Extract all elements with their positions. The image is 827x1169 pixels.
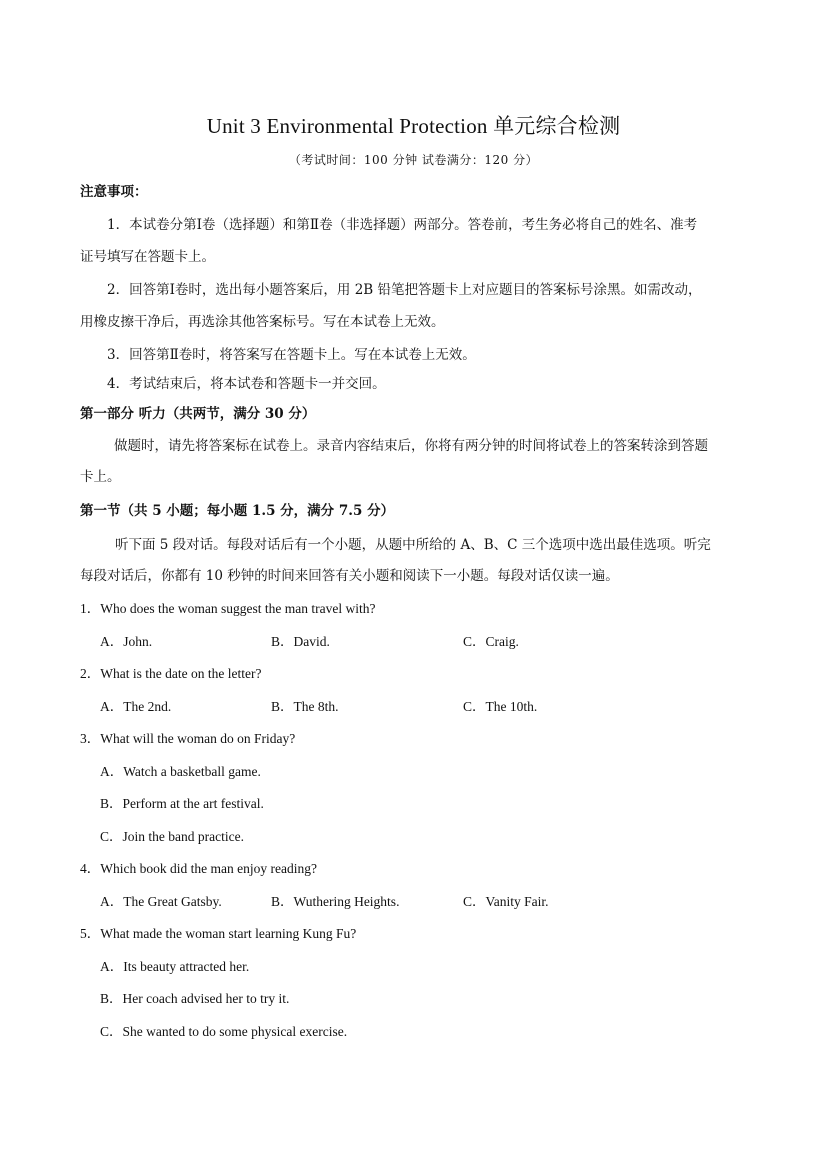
question-1-option-a: A．John. [100, 634, 153, 649]
section1-instruction-line-2: 每段对话后，你都有 10 秒钟的时间来回答有关小题和阅读下一小题。每段对话仅读一遍。 [80, 568, 619, 584]
note-2-line-1: 2．回答第Ⅰ卷时，选出每小题答案后，用 2B 铅笔把答题卡上对应题目的答案标号涂黑。如需改动， [107, 282, 702, 298]
part1-instruction-line-2: 卡上。 [80, 469, 121, 485]
question-4-option-c: C．Vanity Fair. [463, 894, 549, 909]
question-1-option-b: B．David. [271, 634, 330, 649]
question-4-option-a: A．The Great Gatsby. [100, 894, 222, 909]
question-1-stem: 1．Who does the woman suggest the man travel with? [80, 601, 376, 616]
notes-heading: 注意事项： [80, 184, 148, 200]
question-5-option-b: B．Her coach advised her to try it. [100, 991, 290, 1006]
question-5-stem: 5．What made the woman start learning Kung Fu? [80, 926, 357, 941]
section1-instruction-line-1: 听下面 5 段对话。每段对话后有一个小题，从题中所给的 A、B、C 三个选项中选出最佳选项。听完 [115, 537, 711, 553]
note-2-line-2: 用橡皮擦干净后，再选涂其他答案标号。写在本试卷上无效。 [80, 314, 445, 330]
question-5-option-c: C．She wanted to do some physical exercise. [100, 1024, 348, 1039]
part1-instruction-line-1: 做题时，请先将答案标在试卷上。录音内容结束后，你将有两分钟的时间将试卷上的答案转涂到答题 [114, 438, 708, 454]
question-3-option-c: C．Join the band practice. [100, 829, 244, 844]
note-1-line-2: 证号填写在答题卡上。 [80, 249, 215, 265]
question-2-option-c: C．The 10th. [463, 699, 538, 714]
question-4-option-b: B．Wuthering Heights. [271, 894, 400, 909]
question-2-stem: 2．What is the date on the letter? [80, 666, 262, 681]
question-1-option-c: C．Craig. [463, 634, 519, 649]
question-2-option-b: B．The 8th. [271, 699, 339, 714]
question-5-option-a: A．Its beauty attracted her. [100, 959, 250, 974]
question-3-option-a: A．Watch a basketball game. [100, 764, 261, 779]
note-4: 4．考试结束后，将本试卷和答题卡一并交回。 [107, 376, 386, 392]
note-3: 3．回答第Ⅱ卷时，将答案写在答题卡上。写在本试卷上无效。 [107, 347, 476, 363]
question-2-option-a: A．The 2nd. [100, 699, 172, 714]
section1-heading: 第一节（共 5 小题；每小题 1.5 分，满分 7.5 分） [80, 503, 395, 519]
exam-info: （考试时间：100 分钟 试卷满分：120 分） [288, 153, 539, 167]
question-4-stem: 4．Which book did the man enjoy reading? [80, 861, 317, 876]
question-3-option-b: B．Perform at the art festival. [100, 796, 264, 811]
note-1-line-1: 1．本试卷分第Ⅰ卷（选择题）和第Ⅱ卷（非选择题）两部分。答卷前，考生务必将自己的姓名、准考 [107, 217, 698, 233]
part1-heading: 第一部分 听力（共两节，满分 30 分） [80, 406, 316, 422]
question-3-stem: 3．What will the woman do on Friday? [80, 731, 296, 746]
page-title: Unit 3 Environmental Protection 单元综合检测 [206, 114, 621, 138]
